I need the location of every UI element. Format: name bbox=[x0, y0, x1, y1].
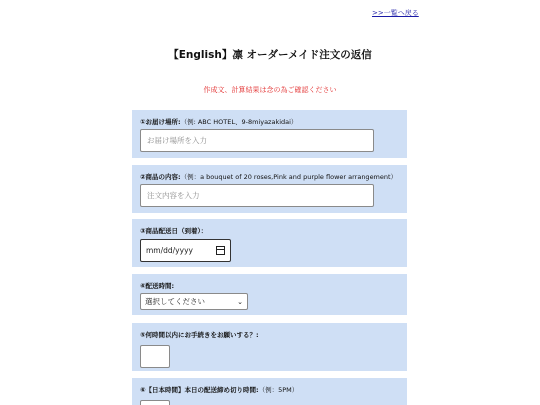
deadline-time-input[interactable] bbox=[140, 400, 170, 405]
delivery-time-selected: 選択してください bbox=[145, 297, 205, 306]
notice-text: 作成文、計算結果は念の為ご確認ください bbox=[203, 86, 337, 94]
calendar-icon[interactable] bbox=[216, 246, 225, 255]
section-delivery-date bbox=[132, 219, 407, 267]
section-delivery-place bbox=[132, 110, 407, 158]
section-procedure-hours bbox=[132, 323, 407, 371]
section-product-content bbox=[132, 165, 407, 213]
delivery-place-label: ①お届け場所:（例: ABC HOTEL、9-8miyazakidai） bbox=[140, 118, 298, 126]
back-to-list-link[interactable]: >>一覧へ戻る bbox=[372, 9, 419, 17]
product-content-label: ②商品の内容:（例：a bouquet of 20 roses,Pink and purple flower arrangement） bbox=[140, 173, 398, 181]
delivery-time-select[interactable] bbox=[140, 293, 248, 310]
date-value: mm/dd/yyyy bbox=[146, 246, 193, 255]
procedure-hours-label: ⑤何時間以内にお手続きをお願いする？: bbox=[140, 331, 259, 339]
section-delivery-time bbox=[132, 274, 407, 315]
section-deadline-time bbox=[132, 378, 407, 405]
chevron-down-icon: ⌄ bbox=[237, 297, 243, 306]
procedure-hours-input[interactable] bbox=[140, 345, 170, 368]
delivery-date-label: ③商品配送日（到着）： bbox=[140, 227, 208, 235]
delivery-time-label: ④配送時間: bbox=[140, 282, 175, 290]
delivery-date-input[interactable] bbox=[140, 239, 231, 262]
page-title: 【English】凛 オーダーメイド注文の返信 bbox=[168, 49, 372, 61]
delivery-place-input[interactable] bbox=[140, 129, 374, 152]
product-content-input[interactable] bbox=[140, 184, 374, 207]
deadline-time-label: ⑥【日本時間】本日の配送締め切り時間:（例：5PM） bbox=[140, 386, 299, 394]
